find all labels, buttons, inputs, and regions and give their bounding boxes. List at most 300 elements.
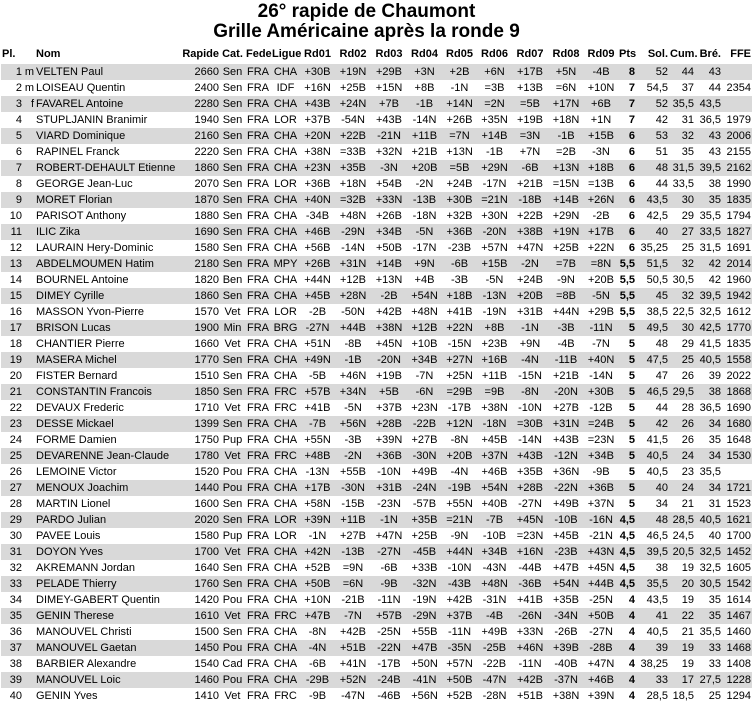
round-result-cell: =23N — [587, 434, 615, 446]
rating-cell: 1750 — [194, 434, 219, 446]
table-row — [1, 224, 752, 240]
bresilien-cell: 42 — [708, 274, 721, 286]
gender-cell — [23, 192, 35, 208]
round-result-cell: +45N — [375, 338, 403, 350]
round-result-cell: -21B — [341, 594, 365, 606]
player-name: VIARD Dominique — [35, 128, 181, 144]
round-result-cell: -1B — [407, 96, 442, 112]
round-result-cell: -29B — [300, 672, 335, 688]
round-result-cell: +41B — [304, 402, 331, 414]
round-result-cell: -34B — [305, 210, 330, 222]
round-result-cell: -40B — [554, 658, 578, 670]
ffe-rating-cell: 2354 — [726, 82, 751, 94]
round-result-cell: -16N — [584, 512, 618, 528]
league-cell: CHA — [271, 128, 300, 144]
solkoff-cell: 40,5 — [646, 466, 668, 478]
pl-cell: 6 — [15, 146, 22, 158]
round-result-cell: +12B — [407, 320, 442, 336]
round-result-cell: +51N — [304, 338, 331, 350]
round-result-cell: +29B — [588, 306, 614, 318]
round-result-cell: +17B — [512, 64, 548, 80]
round-result-cell: -19B — [442, 480, 477, 496]
solkoff-cell: 41 — [636, 608, 669, 624]
pl-cell: 39 — [1, 672, 23, 688]
gender-cell — [23, 160, 35, 176]
bresilien-cell: 33 — [695, 640, 722, 656]
federation-cell: FRA — [247, 402, 269, 414]
round-result-cell: -29N — [407, 608, 442, 624]
round-result-cell: -57B — [412, 498, 437, 510]
gender-cell — [23, 240, 35, 256]
rating-cell: 1700 — [181, 544, 220, 560]
federation-cell: FRA — [247, 290, 269, 302]
solkoff-cell: 38,5 — [646, 306, 668, 318]
league-cell: CHA — [273, 498, 298, 510]
solkoff-cell: 53 — [636, 128, 669, 144]
category-cell: Pou — [222, 466, 243, 478]
points-cell: 5,5 — [619, 274, 635, 286]
player-name: VELTEN Paul — [35, 64, 181, 80]
pl-cell: 27 — [1, 480, 23, 496]
points-cell: 4,5 — [619, 562, 635, 574]
round-result-cell: +55B — [340, 466, 366, 478]
pl-cell: 25 — [1, 448, 23, 464]
round-result-cell: -11N — [377, 594, 401, 606]
round-result-cell: +7N — [519, 146, 541, 158]
round-result-cell: +9N — [519, 338, 541, 350]
bresilien-cell: 36,5 — [699, 114, 721, 126]
header-rd01: Rd01 — [304, 48, 331, 60]
gender-cell — [23, 560, 35, 576]
player-name: GENIN Yves — [36, 690, 98, 702]
ffe-rating-cell: 2014 — [722, 256, 752, 272]
points-cell: 5,5 — [619, 306, 635, 318]
player-name: FAVAREL Antoine — [35, 96, 181, 112]
round-result-cell: -7N — [335, 608, 371, 624]
cumulative-cell: 20 — [669, 576, 695, 592]
round-result-cell: -3N — [592, 146, 610, 158]
rating-cell: 1850 — [181, 384, 220, 400]
federation-cell: FRA — [247, 466, 269, 478]
round-result-cell: -10N — [518, 402, 542, 414]
round-result-cell: +45B — [481, 434, 508, 446]
category-cell: Pou — [220, 640, 245, 656]
federation-cell: FRA — [247, 114, 269, 126]
category-cell: Sen — [220, 224, 245, 240]
solkoff-cell: 48 — [636, 512, 669, 528]
player-name: MASSON Yvon-Pierre — [36, 306, 145, 318]
gender-cell — [23, 400, 35, 416]
round-result-cell: -22B — [407, 416, 442, 432]
round-result-cell: +35B — [407, 512, 442, 528]
table-row — [1, 528, 752, 544]
rating-cell: 2020 — [181, 512, 220, 528]
table-row — [1, 576, 752, 592]
round-result-cell: -54N — [341, 114, 365, 126]
league-cell: CHA — [273, 338, 298, 350]
round-result-cell: +37N — [587, 498, 615, 510]
bresilien-cell: 35,5 — [699, 210, 721, 222]
gender-cell — [23, 384, 35, 400]
round-result-cell: -10B — [482, 530, 507, 542]
solkoff-cell: 33 — [636, 672, 669, 688]
league-cell: IDF — [276, 82, 295, 94]
cumulative-cell: 30,5 — [672, 274, 694, 286]
pl-cell: 32 — [9, 562, 22, 574]
round-result-cell: +30N — [481, 210, 508, 222]
cumulative-cell: 44 — [669, 64, 695, 80]
category-cell: Pou — [220, 480, 245, 496]
gender-cell — [23, 432, 35, 448]
player-name: MASERA Michel — [35, 352, 181, 368]
bresilien-cell: 33 — [708, 658, 721, 670]
player-name: GENIN Therese — [35, 608, 181, 624]
cumulative-cell: 32 — [669, 288, 695, 304]
round-result-cell: -8B — [344, 338, 362, 350]
round-result-cell: +52B — [446, 690, 473, 702]
round-result-cell: +36B — [371, 448, 407, 464]
round-result-cell: +34B — [407, 352, 442, 368]
gender-cell — [23, 528, 35, 544]
bresilien-cell: 35 — [708, 434, 721, 446]
bresilien-cell: 39 — [708, 370, 721, 382]
federation-cell: FRA — [247, 178, 269, 190]
round-result-cell: =32B — [335, 192, 371, 208]
pl-cell: 3 — [1, 96, 23, 112]
player-name: PARDO Julian — [35, 512, 181, 528]
cumulative-cell: 27 — [669, 224, 695, 240]
round-result-cell: +22B — [335, 128, 371, 144]
category-cell: Pup — [222, 530, 243, 542]
round-result-cell: +6B — [584, 96, 618, 112]
table-row — [1, 144, 752, 160]
cumulative-cell: 32 — [669, 128, 695, 144]
round-result-cell: -4B — [477, 608, 512, 624]
round-result-cell: +40B — [481, 498, 508, 510]
federation-cell: FRA — [247, 610, 269, 622]
page-subtitle: Grille Américaine après la ronde 9 — [213, 21, 520, 42]
round-result-cell: +31B — [517, 306, 543, 318]
round-result-cell: =6N — [555, 82, 577, 94]
round-result-cell: =5B — [512, 96, 548, 112]
league-cell: CHA — [273, 466, 298, 478]
category-cell: Vet — [220, 448, 245, 464]
category-cell: Sen — [220, 352, 245, 368]
gender-cell — [23, 688, 35, 704]
gender-cell: m — [24, 66, 34, 78]
gender-cell — [23, 576, 35, 592]
rating-cell: 1420 — [194, 594, 219, 606]
round-result-cell: +7B — [371, 96, 407, 112]
round-result-cell: +23B — [481, 338, 508, 350]
table-row — [1, 672, 752, 688]
ffe-rating-cell: 1835 — [726, 338, 751, 350]
round-result-cell: -32N — [407, 576, 442, 592]
ffe-rating-cell: 1835 — [722, 192, 752, 208]
federation-cell: FRA — [247, 514, 269, 526]
pl-cell: 22 — [9, 402, 22, 414]
player-name: CHANTIER Pierre — [36, 338, 125, 350]
header-pl: Pl. — [2, 48, 16, 60]
pl-cell: 7 — [1, 160, 23, 176]
pl-cell: 8 — [15, 178, 22, 190]
round-result-cell: -26B — [554, 626, 578, 638]
solkoff-cell: 48 — [636, 160, 669, 176]
round-result-cell: +42N — [300, 544, 335, 560]
round-result-cell: -45B — [407, 544, 442, 560]
league-cell: FRC — [274, 402, 297, 414]
table-row — [1, 448, 752, 464]
points-cell: 4 — [618, 640, 636, 656]
round-result-cell: +20B — [442, 448, 477, 464]
table-row — [1, 320, 752, 336]
round-result-cell: -28N — [482, 690, 507, 702]
cumulative-cell: 31,5 — [669, 160, 695, 176]
round-result-cell: +47N — [375, 530, 403, 542]
round-result-cell: +42B — [376, 306, 402, 318]
round-result-cell: -19N — [412, 594, 437, 606]
round-result-cell: +30B — [442, 192, 477, 208]
round-result-cell: -43B — [442, 576, 477, 592]
solkoff-cell: 44 — [655, 178, 668, 190]
round-result-cell: +10N — [587, 82, 615, 94]
round-result-cell: -2N — [335, 448, 371, 464]
player-name: RAPINEL Franck — [36, 146, 120, 158]
round-result-cell: +56B — [304, 242, 331, 254]
solkoff-cell: 40 — [636, 480, 669, 496]
round-result-cell: +47N — [587, 658, 615, 670]
round-result-cell: +41B — [446, 306, 473, 318]
table-row — [1, 192, 752, 208]
round-result-cell: +43B — [553, 434, 579, 446]
points-cell: 4 — [628, 626, 635, 638]
ffe-rating-cell: 1680 — [722, 416, 752, 432]
points-cell: 4 — [618, 672, 636, 688]
cumulative-cell: 25 — [681, 242, 694, 254]
category-cell: Sen — [222, 114, 243, 126]
league-cell: LOR — [274, 530, 297, 542]
player-name: DESSE Mickael — [35, 416, 181, 432]
pl-cell: 20 — [9, 370, 22, 382]
round-result-cell: +45B — [300, 288, 335, 304]
ffe-rating-cell: 1408 — [726, 658, 751, 670]
round-result-cell: +18N — [339, 178, 367, 190]
points-cell: 6 — [628, 178, 635, 190]
round-result-cell: +18B — [584, 160, 618, 176]
round-result-cell: +15B — [584, 128, 618, 144]
table-row — [1, 544, 752, 560]
rating-cell: 1580 — [194, 530, 219, 542]
solkoff-cell: 40,5 — [646, 626, 668, 638]
round-result-cell: -46B — [377, 690, 401, 702]
bresilien-cell: 35 — [695, 608, 722, 624]
pl-cell: 34 — [9, 594, 22, 606]
round-result-cell: -47N — [341, 690, 365, 702]
federation-cell: FRA — [247, 306, 269, 318]
round-result-cell: -13B — [407, 192, 442, 208]
round-result-cell: +19B — [376, 370, 402, 382]
round-result-cell: +34B — [371, 224, 407, 240]
round-result-cell: +14B — [548, 192, 584, 208]
round-result-cell: -24N — [407, 480, 442, 496]
round-result-cell: +13N — [548, 160, 584, 176]
gender-cell — [23, 224, 35, 240]
round-result-cell: +28B — [512, 480, 548, 496]
round-result-cell: +21B — [517, 178, 543, 190]
gender-cell — [23, 208, 35, 224]
round-result-cell: =3N — [512, 128, 548, 144]
bresilien-cell: 32,5 — [699, 562, 721, 574]
round-result-cell: -22N — [548, 480, 584, 496]
round-result-cell: -17B — [377, 658, 401, 670]
cumulative-cell: 29 — [681, 210, 694, 222]
rating-cell: 1770 — [181, 352, 220, 368]
cumulative-cell: 29 — [681, 338, 694, 350]
rating-cell: 1710 — [194, 402, 219, 414]
bresilien-cell: 40,5 — [695, 352, 722, 368]
bresilien-cell: 42,5 — [695, 320, 722, 336]
bresilien-cell: 39,5 — [695, 160, 722, 176]
rating-cell: 1520 — [194, 466, 219, 478]
round-result-cell: -8N — [308, 626, 327, 638]
bresilien-cell: 35 — [708, 594, 721, 606]
round-result-cell: -30N — [407, 448, 442, 464]
cumulative-cell: 21 — [681, 498, 694, 510]
round-result-cell: =33B — [340, 146, 366, 158]
rating-cell: 1640 — [194, 562, 219, 574]
round-result-cell: -9N — [557, 274, 575, 286]
round-result-cell: +42B — [340, 626, 366, 638]
gender-cell — [23, 144, 35, 160]
round-result-cell: -7N — [415, 370, 434, 382]
table-row — [1, 64, 752, 80]
round-result-cell: +39N — [375, 434, 403, 446]
round-result-cell: -29N — [335, 224, 371, 240]
rating-cell: 2400 — [194, 82, 219, 94]
round-result-cell: +54N — [477, 480, 512, 496]
round-result-cell: -9B — [371, 576, 407, 592]
gender-cell: m — [24, 82, 34, 94]
round-result-cell: +29B — [371, 64, 407, 80]
points-cell: 6 — [628, 210, 635, 222]
ffe-rating-cell: 2155 — [726, 146, 751, 158]
solkoff-cell: 38 — [655, 562, 668, 574]
bresilien-cell: 44 — [708, 82, 721, 94]
points-cell: 5 — [618, 320, 636, 336]
round-result-cell: -23B — [447, 242, 472, 254]
category-cell: Vet — [224, 306, 241, 318]
category-cell: Sen — [222, 82, 243, 94]
round-result-cell: +10N — [304, 594, 331, 606]
federation-cell: FRA — [247, 418, 269, 430]
round-result-cell: -13N — [305, 466, 330, 478]
league-cell: CHA — [273, 562, 298, 574]
round-result-cell: +41N — [339, 658, 367, 670]
bresilien-cell: 34 — [695, 448, 722, 464]
round-result-cell: +26B — [376, 210, 402, 222]
header-rd06: Rd06 — [481, 48, 508, 60]
table-row — [1, 432, 752, 448]
round-result-cell: -30N — [335, 480, 371, 496]
header-pts: Pts — [619, 48, 637, 60]
round-result-cell: =3B — [484, 82, 505, 94]
round-result-cell: +42B — [446, 594, 473, 606]
round-result-cell: +9N — [407, 256, 442, 272]
federation-cell: FRA — [247, 434, 269, 446]
round-result-cell: -4B — [584, 64, 618, 80]
player-name: DOYON Yves — [35, 544, 181, 560]
round-result-cell: +40N — [300, 192, 335, 208]
ffe-rating-cell: 1770 — [722, 320, 752, 336]
category-cell: Sen — [220, 128, 245, 144]
round-result-cell: +16N — [304, 82, 331, 94]
player-name: DIMEY Cyrille — [35, 288, 181, 304]
round-result-cell: +36B — [304, 178, 331, 190]
points-cell: 5 — [618, 384, 636, 400]
bresilien-cell: 34 — [695, 416, 722, 432]
round-result-cell: -28B — [584, 640, 618, 656]
ffe-rating-cell: 1228 — [722, 672, 752, 688]
round-result-cell: -5N — [407, 224, 442, 240]
rating-cell: 1780 — [181, 448, 220, 464]
category-cell: Sen — [222, 498, 243, 510]
ffe-rating-cell: 2162 — [722, 160, 752, 176]
solkoff-cell: 28,5 — [646, 690, 668, 702]
round-result-cell: -9N — [450, 530, 469, 542]
gender-cell — [23, 304, 35, 320]
round-result-cell: +35B — [335, 160, 371, 176]
points-cell: 5 — [618, 448, 636, 464]
round-result-cell: =7B — [548, 256, 584, 272]
round-result-cell: +44N — [304, 274, 331, 286]
round-result-cell: +35B — [553, 594, 579, 606]
gender-cell — [23, 416, 35, 432]
round-result-cell: -14N — [341, 242, 365, 254]
round-result-cell: +8B — [414, 82, 435, 94]
round-result-cell: +15N — [375, 82, 403, 94]
round-result-cell: +33N — [371, 192, 407, 208]
round-result-cell: +33N — [516, 626, 544, 638]
ffe-rating-cell: 1794 — [726, 210, 751, 222]
category-cell: Sen — [220, 416, 245, 432]
table-row — [1, 160, 752, 176]
cumulative-cell: 23 — [681, 466, 694, 478]
points-cell: 6 — [618, 224, 636, 240]
cumulative-cell: 24,5 — [672, 530, 694, 542]
round-result-cell: -36B — [512, 576, 548, 592]
round-result-cell: +12B — [340, 274, 366, 286]
points-cell: 5 — [618, 352, 636, 368]
player-name: PARISOT Anthony — [36, 210, 127, 222]
league-cell: CHA — [271, 288, 300, 304]
ffe-rating-cell: 1605 — [726, 562, 751, 574]
round-result-cell: +23N — [411, 402, 438, 414]
gender-cell — [23, 256, 35, 272]
federation-cell: FRA — [247, 194, 269, 206]
league-cell: CHA — [273, 370, 298, 382]
ffe-rating-cell: 2022 — [726, 370, 751, 382]
round-result-cell: +24B — [517, 274, 543, 286]
round-result-cell: +24B — [446, 178, 473, 190]
round-result-cell: +18B — [442, 288, 477, 304]
table-row — [1, 256, 752, 272]
gender-cell — [23, 480, 35, 496]
solkoff-cell: 52 — [636, 64, 669, 80]
round-result-cell: -12N — [548, 448, 584, 464]
round-result-cell: +46N — [339, 370, 367, 382]
category-cell: Sen — [222, 626, 243, 638]
bresilien-cell: 33,5 — [695, 224, 722, 240]
